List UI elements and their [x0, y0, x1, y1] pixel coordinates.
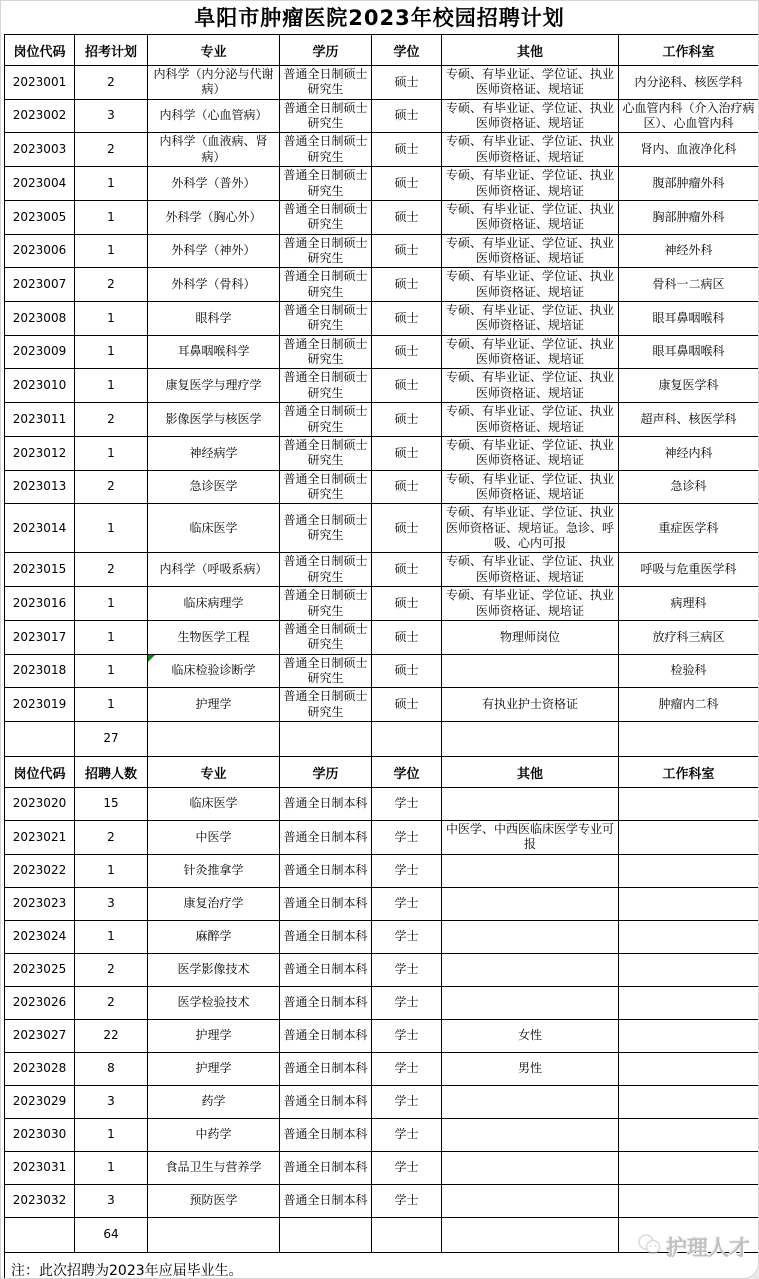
cell-other: 物理师岗位	[442, 620, 619, 654]
table-row	[5, 920, 759, 953]
cell-headcount: 2	[75, 268, 148, 302]
cell-other	[442, 1085, 619, 1118]
empty-cell	[372, 1217, 442, 1252]
cell-education: 普通全日制本科	[280, 920, 372, 953]
cell-position-code: 2023026	[5, 986, 75, 1019]
cell-degree: 硕士	[372, 620, 442, 654]
cell-headcount: 2	[75, 821, 148, 855]
table-row	[5, 788, 759, 821]
cell-headcount: 1	[75, 167, 148, 201]
cell-headcount: 3	[75, 1184, 148, 1217]
cell-position-code: 2023018	[5, 654, 75, 688]
table-row	[5, 66, 759, 100]
cell-department: 眼耳鼻咽喉科	[619, 302, 759, 336]
table-row	[5, 335, 759, 369]
cell-major: 中药学	[148, 1118, 280, 1151]
table-row	[5, 953, 759, 986]
cell-other: 专硕、有毕业证、学位证、执业医师资格证、规培证	[442, 99, 619, 133]
cell-department: 急诊科	[619, 470, 759, 504]
cell-degree: 硕士	[372, 66, 442, 100]
footnote: 注：此次招聘为2023年应届毕业生。	[4, 1253, 758, 1279]
cell-headcount: 1	[75, 1151, 148, 1184]
cell-department: 神经内科	[619, 436, 759, 470]
cell-department	[619, 1019, 759, 1052]
cell-major: 耳鼻咽喉科学	[148, 335, 280, 369]
cell-education: 普通全日制本科	[280, 887, 372, 920]
cell-other: 专硕、有毕业证、学位证、执业医师资格证、规培证	[442, 268, 619, 302]
cell-other: 专硕、有毕业证、学位证、执业医师资格证、规培证	[442, 302, 619, 336]
cell-department	[619, 1184, 759, 1217]
cell-department	[619, 887, 759, 920]
cell-degree: 学士	[372, 920, 442, 953]
cell-education: 普通全日制本科	[280, 986, 372, 1019]
cell-education: 普通全日制硕士研究生	[280, 234, 372, 268]
cell-other: 有执业护士资格证	[442, 688, 619, 722]
cell-degree: 硕士	[372, 133, 442, 167]
cell-major: 临床检验诊断学	[148, 654, 280, 688]
cell-degree: 学士	[372, 854, 442, 887]
column-header-education: 学历	[280, 35, 372, 66]
cell-department: 检验科	[619, 654, 759, 688]
cell-headcount: 2	[75, 133, 148, 167]
cell-other: 专硕、有毕业证、学位证、执业医师资格证、规培证	[442, 66, 619, 100]
cell-education: 普通全日制硕士研究生	[280, 620, 372, 654]
cell-education: 普通全日制本科	[280, 1085, 372, 1118]
table-row	[5, 1151, 759, 1184]
cell-other	[442, 986, 619, 1019]
column-header-degree: 学位	[372, 757, 442, 788]
cell-education: 普通全日制硕士研究生	[280, 553, 372, 587]
column-header-position-code: 岗位代码	[5, 757, 75, 788]
column-header-degree: 学位	[372, 35, 442, 66]
cell-position-code: 2023032	[5, 1184, 75, 1217]
cell-education: 普通全日制硕士研究生	[280, 470, 372, 504]
cell-position-code: 2023013	[5, 470, 75, 504]
cell-department	[619, 920, 759, 953]
cell-major: 外科学（骨科）	[148, 268, 280, 302]
cell-department	[619, 986, 759, 1019]
cell-department	[619, 1052, 759, 1085]
cell-headcount: 1	[75, 200, 148, 234]
cell-other: 专硕、有毕业证、学位证、执业医师资格证、规培证。急诊、呼吸、心内可报	[442, 504, 619, 553]
cell-department	[619, 1151, 759, 1184]
total-row	[5, 1217, 759, 1252]
cell-position-code: 2023022	[5, 854, 75, 887]
cell-major: 护理学	[148, 1052, 280, 1085]
cell-other	[442, 1184, 619, 1217]
cell-other: 专硕、有毕业证、学位证、执业医师资格证、规培证	[442, 133, 619, 167]
table-row	[5, 654, 759, 688]
cell-headcount: 1	[75, 504, 148, 553]
cell-position-code: 2023028	[5, 1052, 75, 1085]
cell-degree: 硕士	[372, 200, 442, 234]
cell-department: 放疗科三病区	[619, 620, 759, 654]
table-row	[5, 1184, 759, 1217]
cell-major: 内科学（内分泌与代谢病）	[148, 66, 280, 100]
table-row	[5, 1118, 759, 1151]
cell-department	[619, 953, 759, 986]
table-row	[5, 302, 759, 336]
table-row	[5, 403, 759, 437]
cell-education: 普通全日制本科	[280, 821, 372, 855]
cell-department: 肾内、血液净化科	[619, 133, 759, 167]
cell-headcount: 2	[75, 953, 148, 986]
section-bachelor-positions	[5, 757, 759, 1253]
cell-department: 康复医学科	[619, 369, 759, 403]
column-header-headcount: 招聘人数	[75, 757, 148, 788]
cell-headcount: 1	[75, 854, 148, 887]
cell-other: 专硕、有毕业证、学位证、执业医师资格证、规培证	[442, 369, 619, 403]
empty-cell	[5, 1217, 75, 1252]
cell-headcount: 1	[75, 620, 148, 654]
cell-headcount: 1	[75, 688, 148, 722]
cell-degree: 学士	[372, 788, 442, 821]
column-header-department: 工作科室	[619, 757, 759, 788]
cell-other: 男性	[442, 1052, 619, 1085]
cell-position-code: 2023003	[5, 133, 75, 167]
cell-education: 普通全日制本科	[280, 1019, 372, 1052]
cell-department: 内分泌科、核医学科	[619, 66, 759, 100]
cell-major: 护理学	[148, 688, 280, 722]
cell-department: 重症医学科	[619, 504, 759, 553]
total-headcount: 64	[75, 1217, 148, 1252]
cell-degree: 硕士	[372, 234, 442, 268]
cell-degree: 硕士	[372, 369, 442, 403]
table-row	[5, 1019, 759, 1052]
cell-position-code: 2023024	[5, 920, 75, 953]
cell-education: 普通全日制硕士研究生	[280, 504, 372, 553]
cell-major: 中医学	[148, 821, 280, 855]
total-row	[5, 722, 759, 757]
cell-department	[619, 1085, 759, 1118]
cell-major: 临床医学	[148, 788, 280, 821]
cell-position-code: 2023010	[5, 369, 75, 403]
column-header-other: 其他	[442, 757, 619, 788]
empty-cell	[442, 1217, 619, 1252]
cell-department: 眼耳鼻咽喉科	[619, 335, 759, 369]
column-header-major: 专业	[148, 757, 280, 788]
table-row	[5, 821, 759, 855]
cell-headcount: 15	[75, 788, 148, 821]
cell-other	[442, 953, 619, 986]
cell-major: 内科学（心血管病）	[148, 99, 280, 133]
table-row	[5, 167, 759, 201]
cell-headcount: 2	[75, 986, 148, 1019]
cell-headcount: 2	[75, 66, 148, 100]
cell-other	[442, 654, 619, 688]
cell-education: 普通全日制硕士研究生	[280, 335, 372, 369]
cell-major: 康复医学与理疗学	[148, 369, 280, 403]
cell-degree: 硕士	[372, 504, 442, 553]
cell-other: 专硕、有毕业证、学位证、执业医师资格证、规培证	[442, 167, 619, 201]
cell-degree: 硕士	[372, 335, 442, 369]
cell-degree: 硕士	[372, 302, 442, 336]
cell-position-code: 2023001	[5, 66, 75, 100]
cell-major: 生物医学工程	[148, 620, 280, 654]
cell-major: 神经病学	[148, 436, 280, 470]
recruitment-table	[4, 34, 759, 1253]
table-row	[5, 268, 759, 302]
empty-cell	[280, 722, 372, 757]
empty-cell	[442, 722, 619, 757]
cell-headcount: 3	[75, 99, 148, 133]
cell-degree: 学士	[372, 1151, 442, 1184]
table-row	[5, 200, 759, 234]
table-row	[5, 587, 759, 621]
cell-degree: 硕士	[372, 688, 442, 722]
cell-major: 麻醉学	[148, 920, 280, 953]
cell-other: 女性	[442, 1019, 619, 1052]
empty-cell	[619, 1217, 759, 1252]
cell-headcount: 1	[75, 436, 148, 470]
cell-major: 康复治疗学	[148, 887, 280, 920]
cell-position-code: 2023002	[5, 99, 75, 133]
cell-major: 外科学（普外）	[148, 167, 280, 201]
cell-headcount: 1	[75, 1118, 148, 1151]
cell-education: 普通全日制硕士研究生	[280, 99, 372, 133]
cell-other: 专硕、有毕业证、学位证、执业医师资格证、规培证	[442, 335, 619, 369]
cell-position-code: 2023021	[5, 821, 75, 855]
watermark-label: 护理人才	[666, 1236, 750, 1260]
table-row	[5, 234, 759, 268]
cell-department	[619, 788, 759, 821]
cell-headcount: 2	[75, 470, 148, 504]
cell-other	[442, 788, 619, 821]
cell-major: 针灸推拿学	[148, 854, 280, 887]
cell-degree: 硕士	[372, 470, 442, 504]
cell-position-code: 2023019	[5, 688, 75, 722]
cell-degree: 学士	[372, 1118, 442, 1151]
cell-other: 专硕、有毕业证、学位证、执业医师资格证、规培证	[442, 587, 619, 621]
cell-major: 护理学	[148, 1019, 280, 1052]
cell-other: 专硕、有毕业证、学位证、执业医师资格证、规培证	[442, 200, 619, 234]
cell-other: 专硕、有毕业证、学位证、执业医师资格证、规培证	[442, 470, 619, 504]
empty-cell	[619, 722, 759, 757]
cell-position-code: 2023017	[5, 620, 75, 654]
empty-cell	[148, 1217, 280, 1252]
cell-degree: 学士	[372, 1019, 442, 1052]
cell-education: 普通全日制硕士研究生	[280, 268, 372, 302]
page-title: 阜阳市肿瘤医院2023年校园招聘计划	[194, 6, 565, 30]
cell-position-code: 2023030	[5, 1118, 75, 1151]
cell-department: 病理科	[619, 587, 759, 621]
cell-degree: 学士	[372, 1085, 442, 1118]
column-header-headcount: 招考计划	[75, 35, 148, 66]
column-header-major: 专业	[148, 35, 280, 66]
cell-degree: 硕士	[372, 99, 442, 133]
cell-position-code: 2023012	[5, 436, 75, 470]
cell-education: 普通全日制本科	[280, 854, 372, 887]
cell-department: 神经外科	[619, 234, 759, 268]
cell-degree: 学士	[372, 821, 442, 855]
cell-headcount: 3	[75, 887, 148, 920]
cell-department: 骨科一二病区	[619, 268, 759, 302]
table-row	[5, 99, 759, 133]
empty-cell	[5, 722, 75, 757]
cell-other: 专硕、有毕业证、学位证、执业医师资格证、规培证	[442, 553, 619, 587]
cell-degree: 硕士	[372, 436, 442, 470]
table-row	[5, 133, 759, 167]
cell-education: 普通全日制硕士研究生	[280, 369, 372, 403]
cell-position-code: 2023016	[5, 587, 75, 621]
cell-headcount: 1	[75, 302, 148, 336]
cell-degree: 硕士	[372, 268, 442, 302]
cell-department	[619, 821, 759, 855]
cell-position-code: 2023027	[5, 1019, 75, 1052]
cell-education: 普通全日制硕士研究生	[280, 302, 372, 336]
column-header-education: 学历	[280, 757, 372, 788]
table-row	[5, 887, 759, 920]
empty-cell	[372, 722, 442, 757]
table-row	[5, 620, 759, 654]
cell-other: 中医学、中西医临床医学专业可报	[442, 821, 619, 855]
cell-department: 心血管内科（介入治疗病区）、心血管内科	[619, 99, 759, 133]
cell-position-code: 2023005	[5, 200, 75, 234]
cell-headcount: 8	[75, 1052, 148, 1085]
cell-other	[442, 854, 619, 887]
cell-headcount: 1	[75, 234, 148, 268]
cell-department: 超声科、核医学科	[619, 403, 759, 437]
cell-degree: 学士	[372, 953, 442, 986]
cell-headcount: 1	[75, 920, 148, 953]
cell-major: 临床医学	[148, 504, 280, 553]
cell-major: 眼科学	[148, 302, 280, 336]
cell-education: 普通全日制本科	[280, 1052, 372, 1085]
cell-department: 肿瘤内二科	[619, 688, 759, 722]
cell-headcount: 1	[75, 335, 148, 369]
header-row	[5, 35, 759, 66]
column-header-position-code: 岗位代码	[5, 35, 75, 66]
table-row	[5, 1052, 759, 1085]
table-row	[5, 436, 759, 470]
cell-education: 普通全日制本科	[280, 1184, 372, 1217]
table-row	[5, 470, 759, 504]
cell-education: 普通全日制硕士研究生	[280, 403, 372, 437]
cell-major: 预防医学	[148, 1184, 280, 1217]
table-row	[5, 553, 759, 587]
cell-department: 呼吸与危重医学科	[619, 553, 759, 587]
total-headcount: 27	[75, 722, 148, 757]
cell-headcount: 1	[75, 587, 148, 621]
cell-major: 急诊医学	[148, 470, 280, 504]
cell-degree: 硕士	[372, 654, 442, 688]
cell-position-code: 2023004	[5, 167, 75, 201]
cell-education: 普通全日制硕士研究生	[280, 200, 372, 234]
cell-major: 药学	[148, 1085, 280, 1118]
cell-position-code: 2023023	[5, 887, 75, 920]
header-row	[5, 757, 759, 788]
cell-position-code: 2023011	[5, 403, 75, 437]
cell-major: 外科学（胸心外）	[148, 200, 280, 234]
cell-other	[442, 1151, 619, 1184]
cell-degree: 硕士	[372, 167, 442, 201]
table-row	[5, 854, 759, 887]
cell-department: 胸部肿瘤外科	[619, 200, 759, 234]
cell-degree: 学士	[372, 1184, 442, 1217]
cell-other: 专硕、有毕业证、学位证、执业医师资格证、规培证	[442, 234, 619, 268]
cell-education: 普通全日制本科	[280, 953, 372, 986]
cell-position-code: 2023007	[5, 268, 75, 302]
cell-education: 普通全日制硕士研究生	[280, 587, 372, 621]
cell-other: 专硕、有毕业证、学位证、执业医师资格证、规培证	[442, 403, 619, 437]
cell-other	[442, 1118, 619, 1151]
cell-major: 内科学（血液病、肾病）	[148, 133, 280, 167]
cell-position-code: 2023008	[5, 302, 75, 336]
cell-major: 食品卫生与营养学	[148, 1151, 280, 1184]
cell-degree: 硕士	[372, 403, 442, 437]
table-row	[5, 504, 759, 553]
cell-position-code: 2023015	[5, 553, 75, 587]
section-master-positions	[5, 35, 759, 757]
cell-education: 普通全日制硕士研究生	[280, 167, 372, 201]
cell-degree: 硕士	[372, 553, 442, 587]
cell-headcount: 3	[75, 1085, 148, 1118]
cell-education: 普通全日制本科	[280, 1151, 372, 1184]
empty-cell	[148, 722, 280, 757]
cell-education: 普通全日制本科	[280, 788, 372, 821]
cell-position-code: 2023029	[5, 1085, 75, 1118]
cell-major: 影像医学与核医学	[148, 403, 280, 437]
cell-position-code: 2023014	[5, 504, 75, 553]
cell-education: 普通全日制硕士研究生	[280, 66, 372, 100]
cell-position-code: 2023009	[5, 335, 75, 369]
cell-other: 专硕、有毕业证、学位证、执业医师资格证、规培证	[442, 436, 619, 470]
cell-degree: 学士	[372, 1052, 442, 1085]
cell-headcount: 2	[75, 553, 148, 587]
cell-education: 普通全日制本科	[280, 1118, 372, 1151]
cell-position-code: 2023025	[5, 953, 75, 986]
cell-headcount: 1	[75, 654, 148, 688]
column-header-other: 其他	[442, 35, 619, 66]
cell-department	[619, 854, 759, 887]
cell-major: 医学检验技术	[148, 986, 280, 1019]
table-row	[5, 1085, 759, 1118]
column-header-department: 工作科室	[619, 35, 759, 66]
cell-comment-marker-icon	[148, 655, 155, 662]
cell-position-code: 2023020	[5, 788, 75, 821]
cell-position-code: 2023031	[5, 1151, 75, 1184]
cell-education: 普通全日制硕士研究生	[280, 436, 372, 470]
cell-degree: 硕士	[372, 587, 442, 621]
cell-headcount: 22	[75, 1019, 148, 1052]
empty-cell	[280, 1217, 372, 1252]
cell-department: 腹部肿瘤外科	[619, 167, 759, 201]
cell-education: 普通全日制硕士研究生	[280, 654, 372, 688]
cell-degree: 学士	[372, 986, 442, 1019]
cell-department	[619, 1118, 759, 1151]
cell-major: 医学影像技术	[148, 953, 280, 986]
table-row	[5, 369, 759, 403]
cell-other	[442, 920, 619, 953]
cell-major: 临床病理学	[148, 587, 280, 621]
table-row	[5, 986, 759, 1019]
cell-major: 内科学（呼吸系病）	[148, 553, 280, 587]
cell-headcount: 1	[75, 369, 148, 403]
cell-position-code: 2023006	[5, 234, 75, 268]
table-row	[5, 688, 759, 722]
cell-education: 普通全日制硕士研究生	[280, 133, 372, 167]
cell-education: 普通全日制硕士研究生	[280, 688, 372, 722]
cell-major: 外科学（神外）	[148, 234, 280, 268]
cell-degree: 学士	[372, 887, 442, 920]
cell-headcount: 2	[75, 403, 148, 437]
cell-other	[442, 887, 619, 920]
